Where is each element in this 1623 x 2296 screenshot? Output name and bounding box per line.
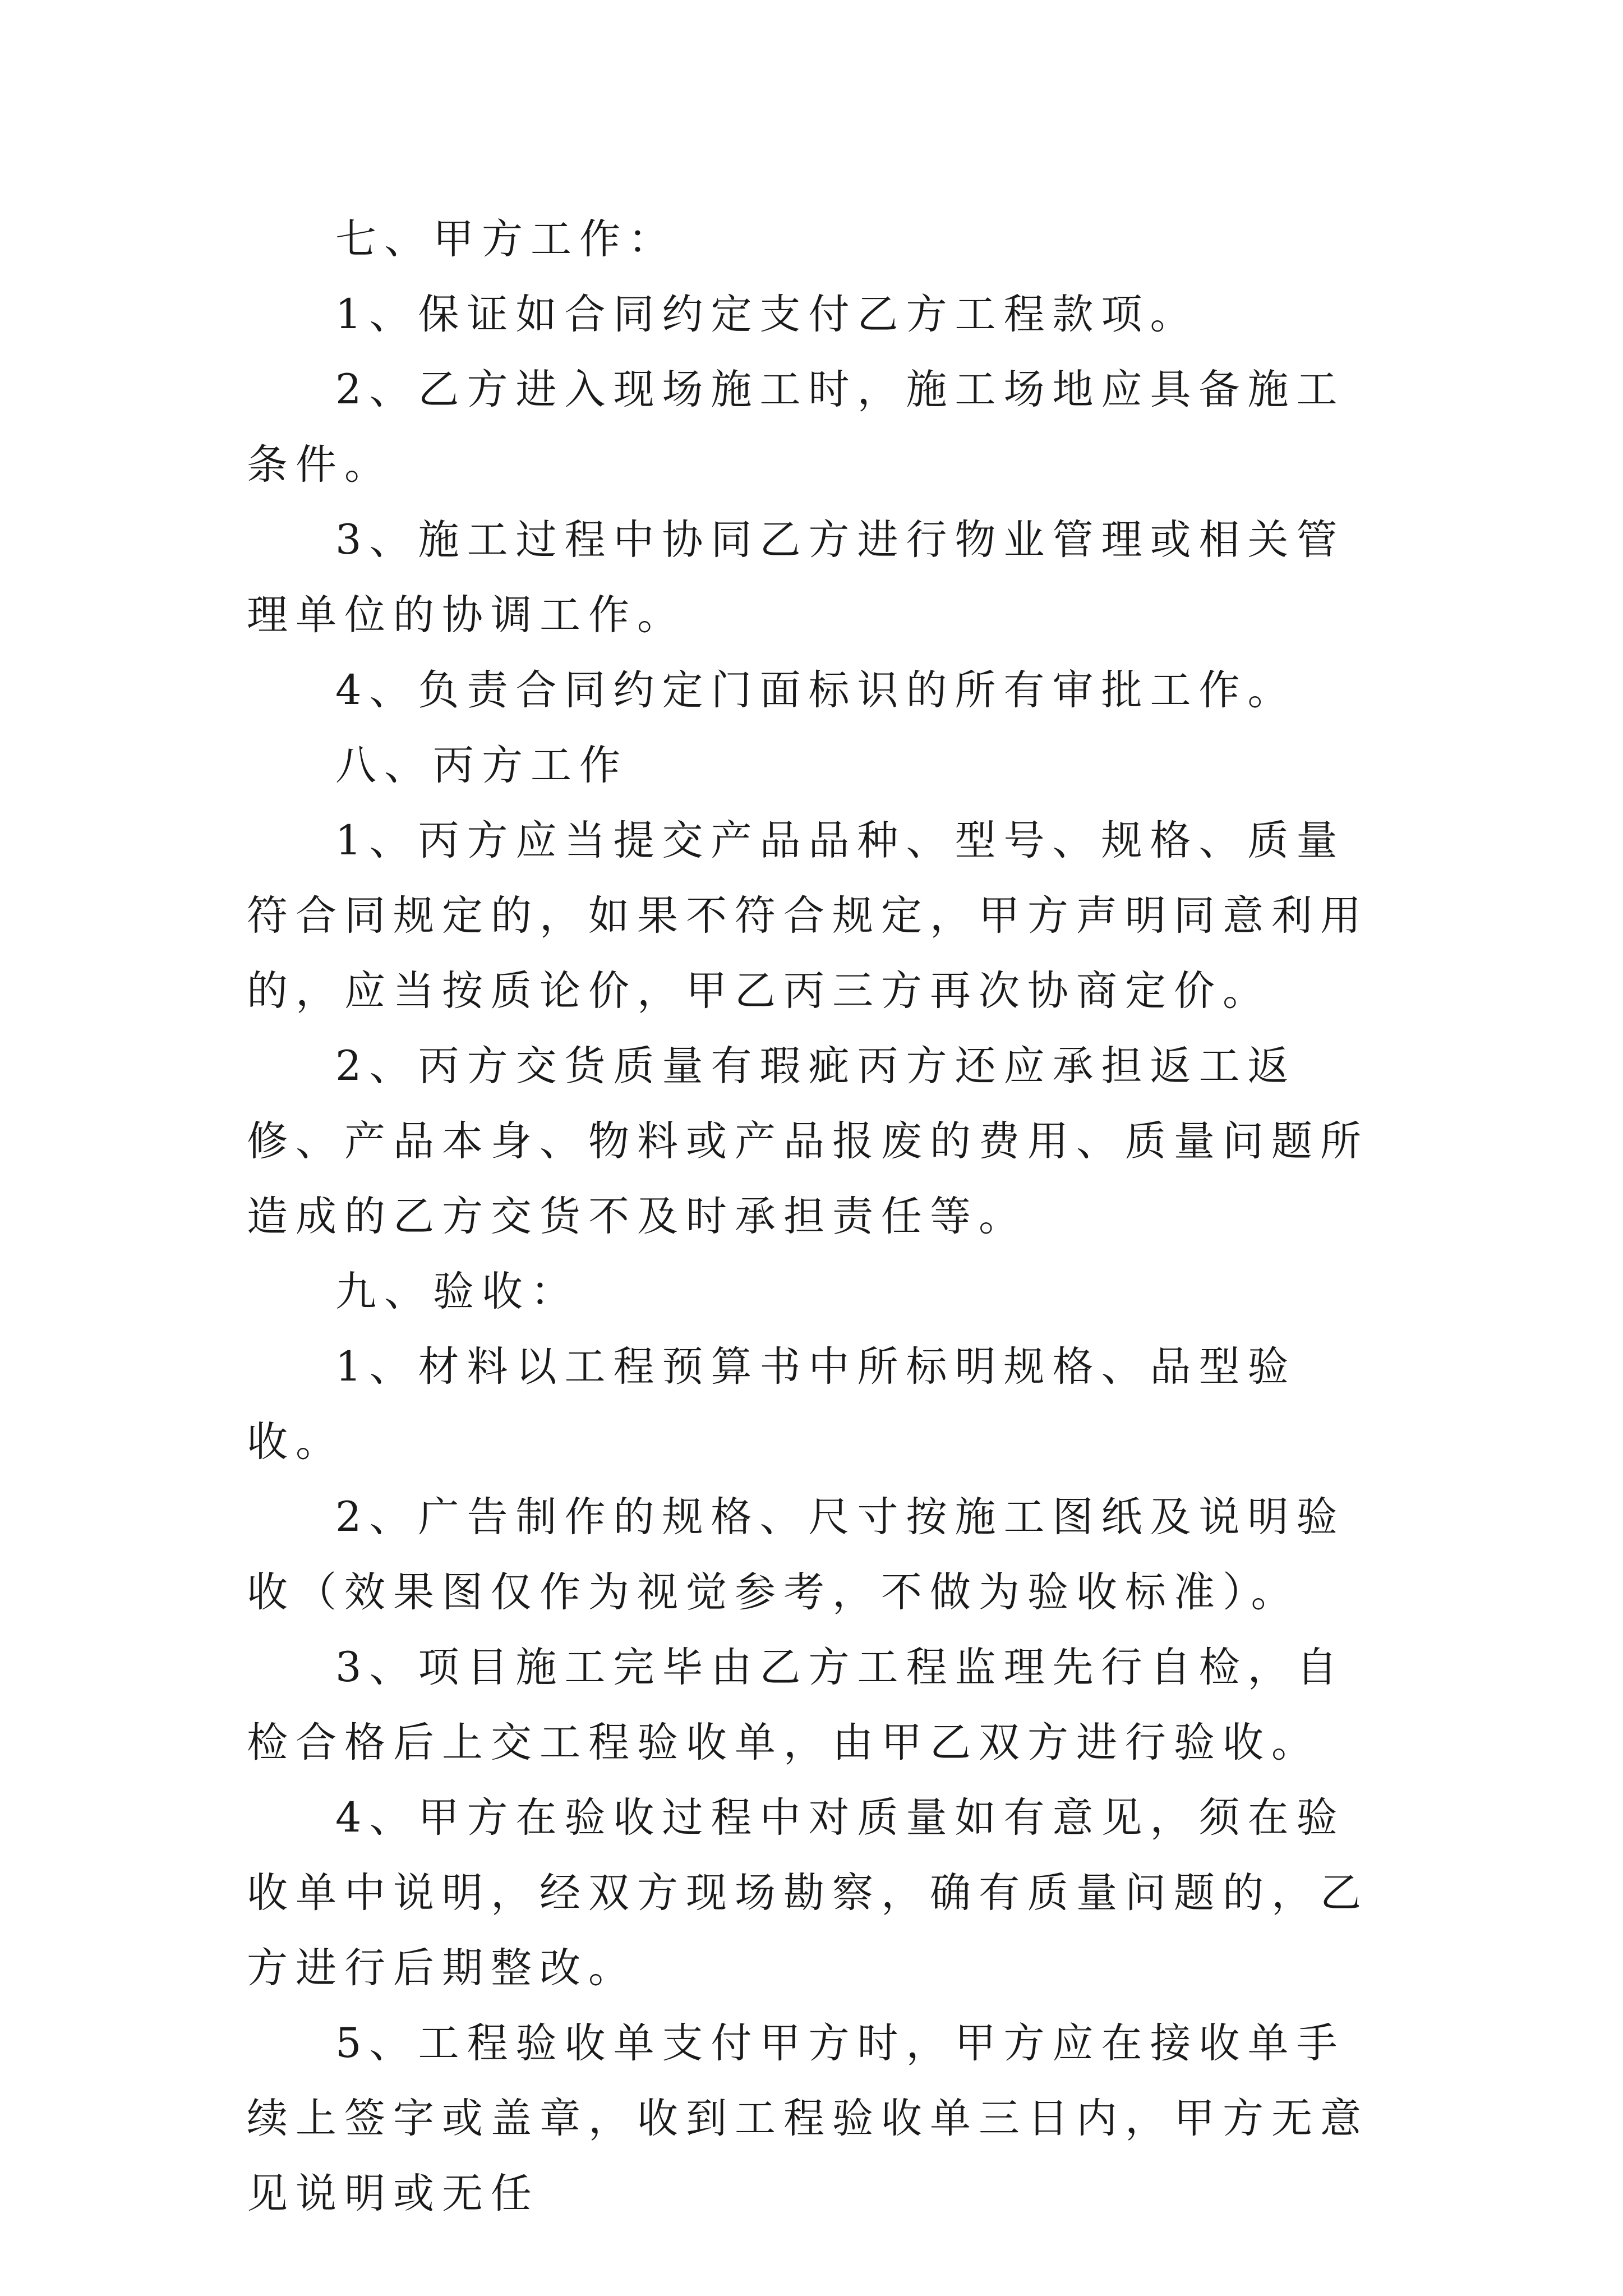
clause-paragraph: 1、保证如合同约定支付乙方工程款项。 xyxy=(335,291,1199,338)
clause-paragraph: 2、乙方进入现场施工时，施工场地应具备施工条件。 xyxy=(247,366,1345,489)
section-heading-party-c-duties: 八、丙方工作 xyxy=(335,742,628,789)
clause-paragraph: 5、工程验收单支付甲方时，甲方应在接收单手续上签字或盖章，收到工程验收单三日内，甲方无意见说明或无任 xyxy=(247,2019,1369,2217)
clause-paragraph: 3、施工过程中协同乙方进行物业管理或相关管理单位的协调工作。 xyxy=(247,516,1345,639)
clause-paragraph: 4、负责合同约定门面标识的所有审批工作。 xyxy=(335,666,1297,714)
section-heading-acceptance: 九、验收： xyxy=(335,1268,579,1315)
clause-paragraph: 1、丙方应当提交产品品种、型号、规格、质量符合同规定的，如果不符合规定，甲方声明同意利用的，应当按质论价，甲乙丙三方再次协商定价。 xyxy=(247,817,1369,1015)
clause-paragraph: 1、材料以工程预算书中所标明规格、品型验收。 xyxy=(247,1343,1297,1466)
clause-paragraph: 3、项目施工完毕由乙方工程监理先行自检，自检合格后上交工程验收单，由甲乙双方进行验收。 xyxy=(247,1644,1345,1766)
document-body xyxy=(247,202,1391,2231)
section-heading-party-a-duties: 七、甲方工作： xyxy=(335,215,677,263)
clause-paragraph: 4、甲方在验收过程中对质量如有意见，须在验收单中说明，经双方现场勘察，确有质量问题的，乙方进行后期整改。 xyxy=(247,1794,1369,1992)
clause-paragraph: 2、丙方交货质量有瑕疵丙方还应承担返工返修、产品本身、物料或产品报废的费用、质量问题所造成的乙方交货不及时承担责任等。 xyxy=(247,1042,1369,1240)
clause-paragraph: 2、广告制作的规格、尺寸按施工图纸及说明验收（效果图仅作为视觉参考，不做为验收标准）。 xyxy=(247,1493,1345,1616)
